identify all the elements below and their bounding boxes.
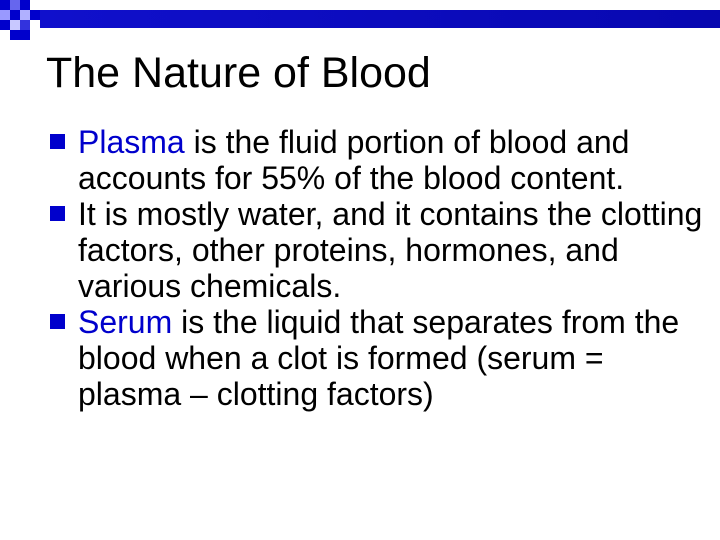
square-bullet-icon [50,134,65,149]
bullet-item [50,124,710,196]
bullet-item [50,304,710,412]
square-bullet-icon [50,206,65,221]
slide-title: The Nature of Blood [46,49,431,97]
highlighted-term: Plasma [78,124,185,160]
bullet-text: is the liquid that separates from the blood when a clot is formed (serum = plasma – clotting factors) [78,304,680,412]
bullet-list [50,124,710,412]
bullet-text: It is mostly water, and it contains the clotting factors, other proteins, hormones, and various chemicals. [78,196,703,304]
square-bullet-icon [50,314,65,329]
bullet-text: is the fluid portion of blood and accounts for 55% of the blood content. [78,124,630,196]
highlighted-term: Serum [78,304,173,340]
bullet-item [50,196,710,304]
